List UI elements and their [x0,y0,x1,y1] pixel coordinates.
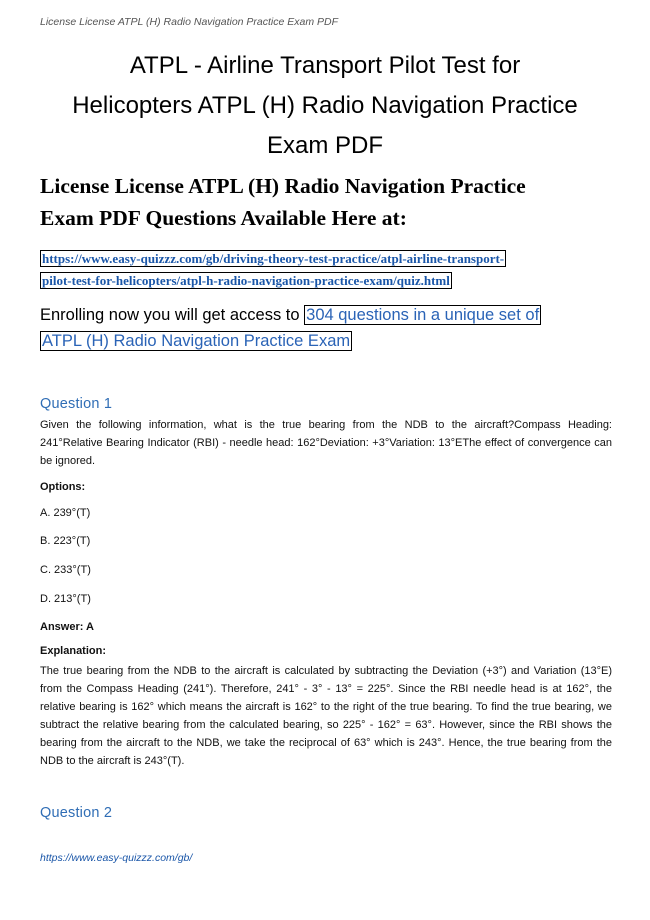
explanation-label: Explanation: [40,645,107,657]
sub-heading-line-1: License License ATPL (H) Radio Navigation Practice [40,174,526,198]
enroll-prefix: Enrolling now you will get access to [40,306,305,324]
sub-heading [40,170,615,234]
options-label: Options: [40,481,86,493]
questions-link-continued[interactable]: ATPL (H) Radio Navigation Practice Exam [42,332,351,350]
option-d: D. 213°(T) [40,593,91,605]
quiz-link-line-2[interactable]: pilot-test-for-helicopters/atpl-h-radio-navigation-practice-exam/quiz.html [42,273,450,288]
question-2-heading: Question 2 [40,805,113,821]
question-1-heading: Question 1 [40,396,113,412]
page-title-line-3: Exam PDF [266,132,383,159]
option-b: B. 223°(T) [40,535,91,547]
page-title-line-1: ATPL - Airline Transport Pilot Test for [129,52,521,79]
sub-heading-line-2: Exam PDF Questions Available Here at: [40,206,407,230]
questions-link[interactable]: 304 questions in a unique set of [306,306,540,324]
footer-link[interactable]: https://www.easy-quizzz.com/gb/ [40,852,193,864]
answer-label: Answer: A [40,621,94,633]
option-a: A. 239°(T) [40,507,91,519]
explanation-text: The true bearing from the NDB to the aircraft is calculated by subtracting the Deviation (+3°) and Variation (13°E) from the Compass Heading (241°). Therefore, 241° - 3° - 13° = 225°. Since the RBI needle head is at 162°, the relative bearing is 162° which means the aircraft is 162° to the right of the true bearing. To find the true bearing, we subtract the relative bearing from the calculated bearing, so 225° - 162° = 63°. However, since the RBI shows the bearing from the aircraft to the NDB, we take the reciprocal of 63° which is 243°. Hence, the true bearing from the NDB to the aircraft is 243°(T). [40,665,612,767]
option-c: C. 233°(T) [40,564,91,576]
page-title-line-2: Helicopters ATPL (H) Radio Navigation Practice [72,92,578,119]
page-title [30,46,620,166]
running-header: License License ATPL (H) Radio Navigation Practice Exam PDF [40,16,339,28]
enroll-text [40,302,620,354]
quiz-link[interactable] [40,248,614,292]
question-1-text: Given the following information, what is the true bearing from the NDB to the aircraft?Compass Heading: 241°Relative Bearing Indicator (RBI) - needle head: 162°Deviation: +3°Variation: 13°EThe effect of convergence can be ignored. [40,419,612,467]
quiz-link-line-1[interactable]: https://www.easy-quizzz.com/gb/driving-theory-test-practice/atpl-airline-transport- [42,251,505,266]
